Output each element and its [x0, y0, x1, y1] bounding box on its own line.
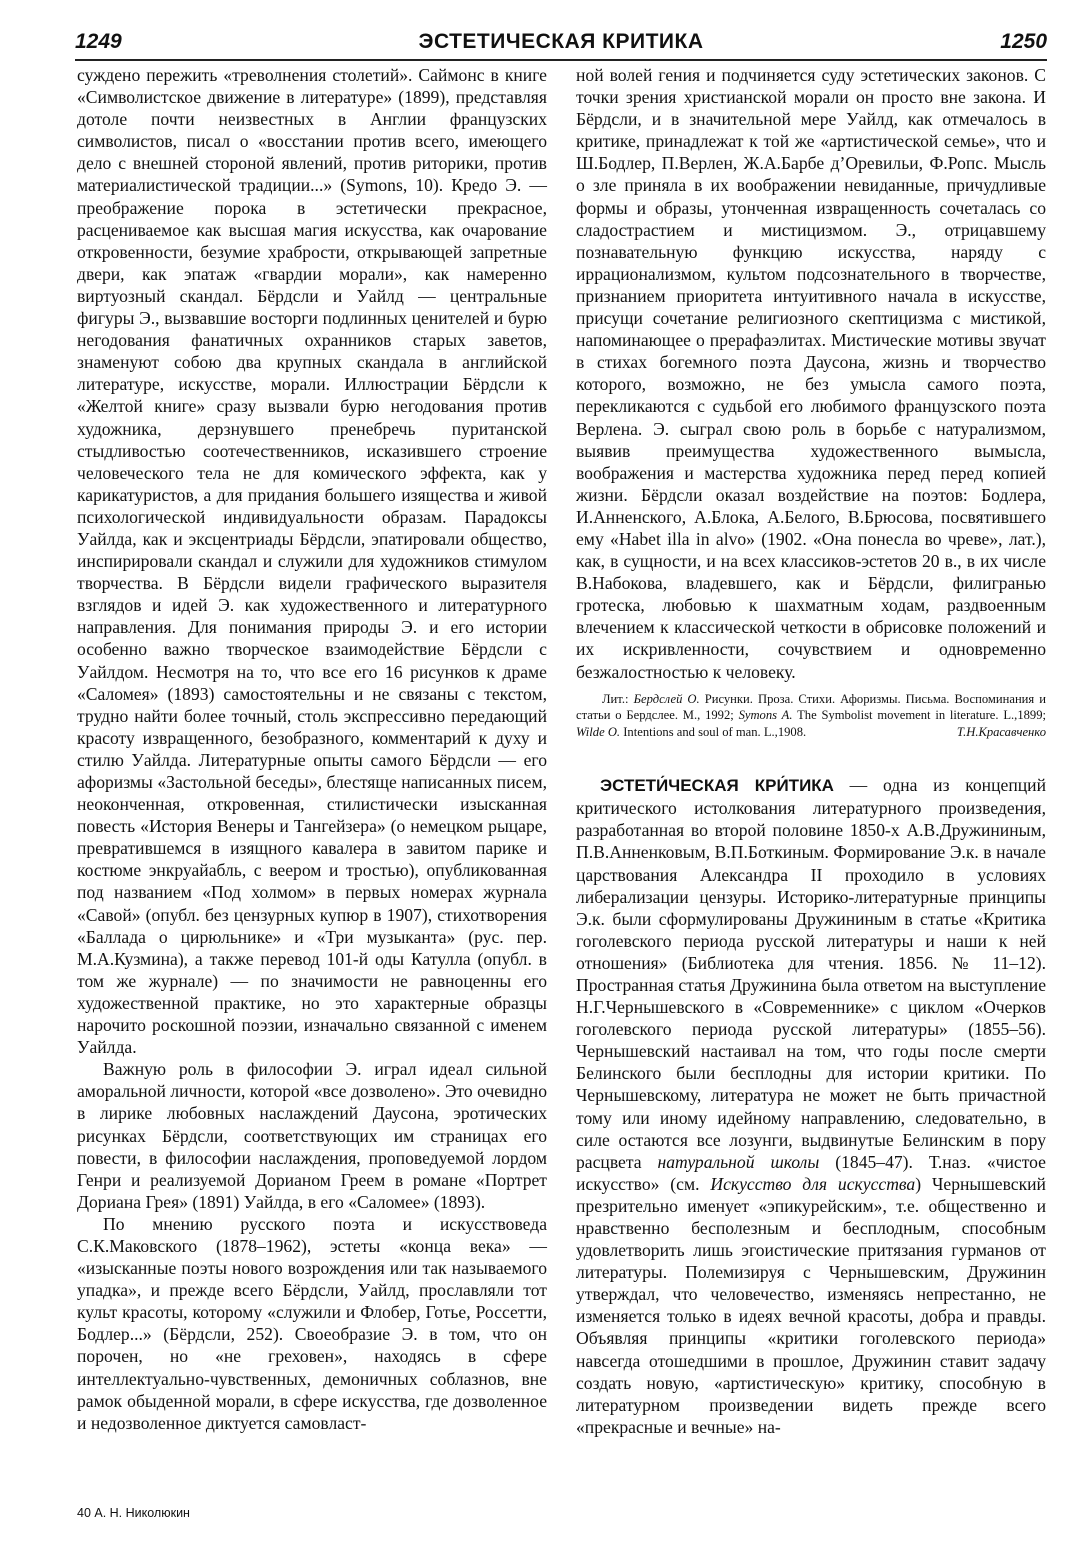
literature-references: [576, 691, 1046, 741]
left-page-number: 1249: [75, 30, 122, 53]
right-column: [576, 64, 1046, 1438]
author-signature: Т.Н.Красавченко: [956, 724, 1046, 739]
entry-text: ) Чернышевский презрительно именует «эпикурейским», т.е. общественно и нравственно бесполезным и бесплодным, способным удовлетворить лишь эгоистические притязания гурманов от литературы. Полемизируя с Чернышевским, Дружинин утверждал, что человечество, изменяясь непрестанно, не изменяется только в идеях вечной красоты, добра и правды. Объявляя принципы «критики гоголевского периода» навсегда отошедшими в прошлое, Дружинин ставит задачу создать новую, «артистическую» критику, способную в литературном произведении видеть прежде всего «прекрасные и вечные» на-: [576, 1173, 1046, 1437]
lit-label: Лит.:: [602, 691, 629, 706]
dictionary-entry: [576, 774, 1046, 1438]
running-header: [75, 30, 1047, 58]
lit-text: Intentions and soul of man. L.,1908.: [623, 724, 807, 739]
entry-term: ЭСТЕТИ́ЧЕСКАЯ КРИ́ТИКА: [600, 776, 834, 796]
lit-author: Бердслей О.: [633, 691, 700, 706]
paragraph: ной волей гения и подчиняется суду эстетических законов. С точки зрения христианской морали он просто вне закона. И Бёрдсли, и в значительной мере Уайлд, как отмечалось в критике, принадлежат к той же «артистической семье», что и Ш.Бодлер, П.Верлен, Ж.А.Барбе д’Оревильи, Ф.Ропс. Мысль о зле приняла в их воображении невиданные, причудливые формы и образы, утонченная извращенность сочеталась со сладострастием и мистицизмом. Э., отрицавшему познавательную функцию искусства, наряду с иррационализмом, культом подсознательного в творчестве, признанием приоритета интуитивного начала в искусстве, присущи сочетание религиозного скептицизма с мистикой, напоминающее о прерафаэлитах. Мистические мотивы звучат в стихах богемного поэта Даусона, жизнь и творчество которого, возможно, не без умысла самого поэта, перекликаются с судьбой его любимого французского поэта Верлена. Э. сыграл свою роль в борьбе с натурализмом, выявив преимущества художественного вымысла, воображения и мастерства художника перед перед копией жизни. Бёрдсли оказал воздействие на поэтов: Бодлера, И.Анненского, А.Блока, А.Белого, В.Брюсова, посвятившего ему «Habet illa in alvo» (1902. «Она понесла во чреве», лат.), как, в сущности, и на всех классиков-эстетов 20 в., в их числе В.Набокова, владевшего, как и Бёрдсли, филигранью гротеска, любовью к шахматным ходам, раздвоенным влечением к классической четкости в обрисовке положений и их искривленности, сочувствием и одновременно безжалостностью к человеку.: [576, 65, 1046, 682]
lit-author: Symons A.: [738, 708, 793, 723]
entry-text: — одна из концепций критического истолкования литературного произведения, разработанная во второй половине 1850-х А.В.Дружининым, П.В.Анненковым, В.П.Боткиным. Формирование Э.к. в начале царствования Александра II проходило в условиях либерализации цензуры. Историко-литературные принципы Э.к. были сформулированы Дружининым в статье «Критика гоголевского периода русской литературы и наши к ней отношения» (Библиотека для чтения. 1856. № 11–12). Пространная статья Дружинина была ответом на выступление Н.Г.Чернышевского в «Современнике» с циклом «Очерков гоголевского периода русской литературы» (1855–56). Чернышевский настаивал на том, что годы после смерти Белинского были бесплодны для истории критики. По Чернышевскому, литература не может не быть причастной тому или иному идейному направлению, следовательно, в силе остаются все лозунги, выдвинутые Белинским в пору расцвета: [576, 775, 1046, 1172]
running-title: ЭСТЕТИЧЕСКАЯ КРИТИКА: [418, 30, 704, 53]
cross-reference-link[interactable]: Искусство для искусства: [710, 1173, 916, 1194]
header-rule: [75, 59, 1047, 61]
paragraph: По мнению русского поэта и искусствоведа С.К.Маковского (1878–1962), эстеты «конца века» — «изысканные поэты нового возрождения или так называемого упадка», и прежде всего Бёрдсли, Уайлд, прославляли тот культ красоты, которому «служили и Флобер, Готье, Россетти, Бодлер...» (Бёрдсли, 252). Своеобразие Э. в том, что он порочен, но «не греховен», находясь в сфере интеллектуально-чувственных, демоничных соблазнов, вне рамок обыденной морали, в сфере искусства, где дозволенное и недозволенное диктуется самовласт-: [77, 1213, 547, 1433]
paragraph: Важную роль в философии Э. играл идеал сильной аморальной личности, которой «все дозволено». Это очевидно в лирике любовных наслаждений Даусона, эротических рисунках Бёрдсли, соответствующих им страницах его повести, в философии наслаждения, проповедуемой лордом Генри и реализуемой Дорианом Греем в романе «Портрет Дориана Грея» (1891) Уайлда, в его «Саломее» (1893).: [77, 1059, 547, 1212]
lit-text: The Symbolist movement in literature. L.,1899;: [797, 708, 1047, 723]
paragraph: суждено пережить «треволнения столетий». Саймонс в книге «Символистское движение в литературе» (1899), представляя дотоле почти неизвестных в Англии французских символистов, писал о «восстании против всего, имеющего дело с внешней стороной явлений, против риторики, против материалистической традиции...» (Symons, 10). Кредо Э. — преображение порока в эстетически прекрасное, расцениваемое как высшая магия искусства, как очарование откровенности, безумие храбрости, открывающей запретные двери, как эпатаж «гвардии морали», как намеренно виртуозный скандал. Бёрдсли и Уайлд — центральные фигуры Э., вызвавшие восторги подлинных ценителей и бурю негодования фанатичных охранников старых заветов, знаменуют собою два крупных скандала в английской литературе, искусстве, морали. Иллюстрации Бёрдсли к «Желтой книге» сразу вызвали бурю негодования против художника, дерзнувшего пренебречь пуританской стыдливостью соотечественников, исказившего строение человеческого тела не для комического эффекта, как у карикатуристов, а для придания большего изящества и живой психологической индивидуальности образам. Парадоксы Уайлда, как и эксцентриады Бёрдсли, эпатировали общество, инспирировали скандал и служили для художников стимулом творчества. В Бёрдсли видели графического выразителя взглядов и идей Э. как художественного и литературного направления. Для понимания природы Э. и его истории особенно важно творческое взаимодействие Бёрдсли с Уайлдом. Несмотря на то, что все его 16 рисунков к драме «Саломея» (1893) самостоятельны и не связаны с текстом, трудно найти более точный, столь экспрессивно передающий красоту извращенного, безобразного, комментарий к духу и стилю Уайлда. Литературные опыты самого Бёрдсли — его афоризмы «Застольной беседы», блестяще написанных писем, неоконченная, откровенная, стилистически изысканная повесть «История Венеры и Тангейзера» (о немецком рыцаре, превратившемся в изящного кавалера в завитом парике и костюме энкруайабль, с веером и тростью), опубликованная под названием «Под холмом» в первых номерах журнала «Савой» (опубл. без цензурных купюр в 1907), стихотворения «Баллада о цирюльнике» и «Три музыканта» (рус. пер. М.А.Кузмина), а также перевод 101-й оды Катулла (опубл. в том же журнале) — по значимости не равноценны его художественной практике, но это характерные образцы нарочито роскошной поэзии, изначально связанной с именем Уайлда.: [77, 65, 547, 1058]
entry-text: (1845–47). Т.наз. «чистое искусство» (см.: [576, 1151, 1046, 1194]
right-page-number: 1250: [1000, 30, 1047, 53]
page-footer: 40 А. Н. Николюкин: [77, 1506, 190, 1520]
left-column: [77, 64, 547, 1434]
cross-reference-link[interactable]: натуральной школы: [657, 1151, 820, 1172]
lit-text: Рисунки. Проза. Стихи. Афоризмы. Письма. Воспоминания и статьи о Бердслее. М., 1992;: [576, 691, 1046, 723]
lit-author: Wilde O.: [576, 724, 621, 739]
